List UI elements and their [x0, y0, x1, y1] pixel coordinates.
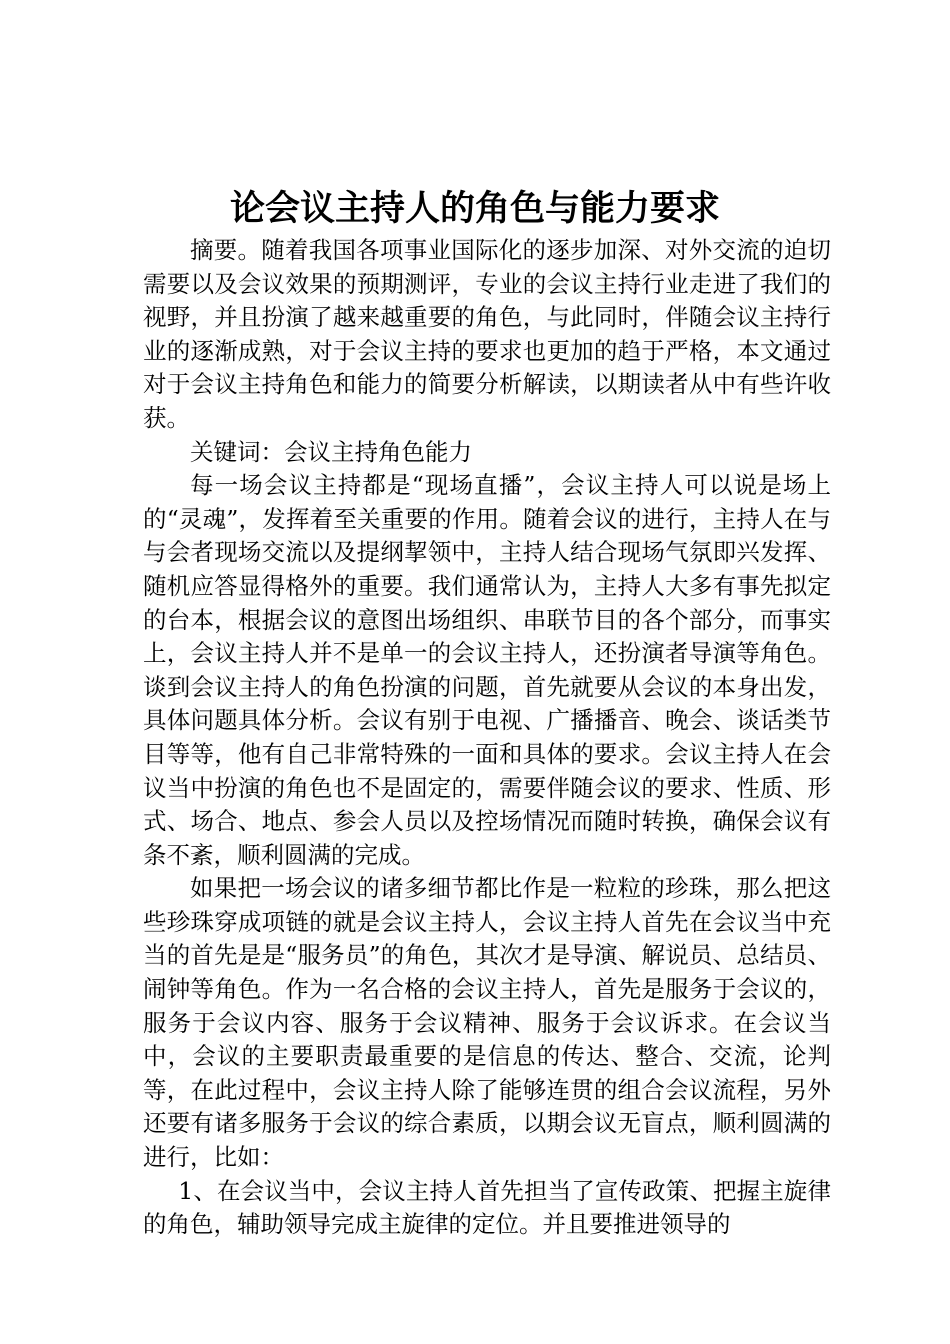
document-body	[143, 234, 831, 1242]
abstract-paragraph: 摘要。随着我国各项事业国际化的逐步加深、对外交流的迫切需要以及会议效果的预期测评，专业的会议主持行业走进了我们的视野，并且扮演了越来越重要的角色，与此同时，伴随会议主持行业的逐渐成熟，对于会议主持的要求也更加的趋于严格，本文通过对于会议主持角色和能力的简要分析解读，以期读者从中有些许收获。	[143, 236, 831, 432]
document-title: 论会议主持人的角色与能力要求	[229, 189, 720, 229]
keywords-line: 关键词：会议主持角色能力	[190, 437, 472, 466]
body-paragraph: 每一场会议主持都是“现场直播”，会议主持人可以说是场上的“灵魂”，发挥着至关重要的作用。随着会议的进行，主持人在与与会者现场交流以及提纲挈领中，主持人结合现场气氛即兴发挥、随机应答显得格外的重要。我们通常认为，主持人大多有事先拟定的台本，根据会议的意图出场组织、串联节目的各个部分，而事实上，会议主持人并不是单一的会议主持人，还扮演者导演等角色。谈到会议主持人的角色扮演的问题，首先就要从会议的本身出发，具体问题具体分析。会议有别于电视、广播播音、晚会、谈话类节目等等，他有自己非常特殊的一面和具体的要求。会议主持人在会议当中扮演的角色也不是固定的，需要伴随会议的要求、性质、形式、场合、地点、参会人员以及控场情况而随时转换，确保会议有条不紊，顺利圆满的完成。	[143, 471, 831, 869]
body-paragraph: 如果把一场会议的诸多细节都比作是一粒粒的珍珠，那么把这些珍珠穿成项链的就是会议主持人，会议主持人首先在会议当中充当的首先是是“服务员”的角色，其次才是导演、解说员、总结员、闹钟等角色。作为一名合格的会议主持人，首先是服务于会议的，服务于会议内容、服务于会议精神、服务于会议诉求。在会议当中，会议的主要职责最重要的是信息的传达、整合、交流，论判等，在此过程中，会议主持人除了能够连贯的组合会议流程，另外还要有诸多服务于会议的综合素质，以期会议无盲点，顺利圆满的进行，比如：	[143, 874, 831, 1172]
body-paragraph: 1、在会议当中，会议主持人首先担当了宣传政策、把握主旋律的角色，辅助领导完成主旋律的定位。并且要推进领导的	[143, 1176, 831, 1239]
